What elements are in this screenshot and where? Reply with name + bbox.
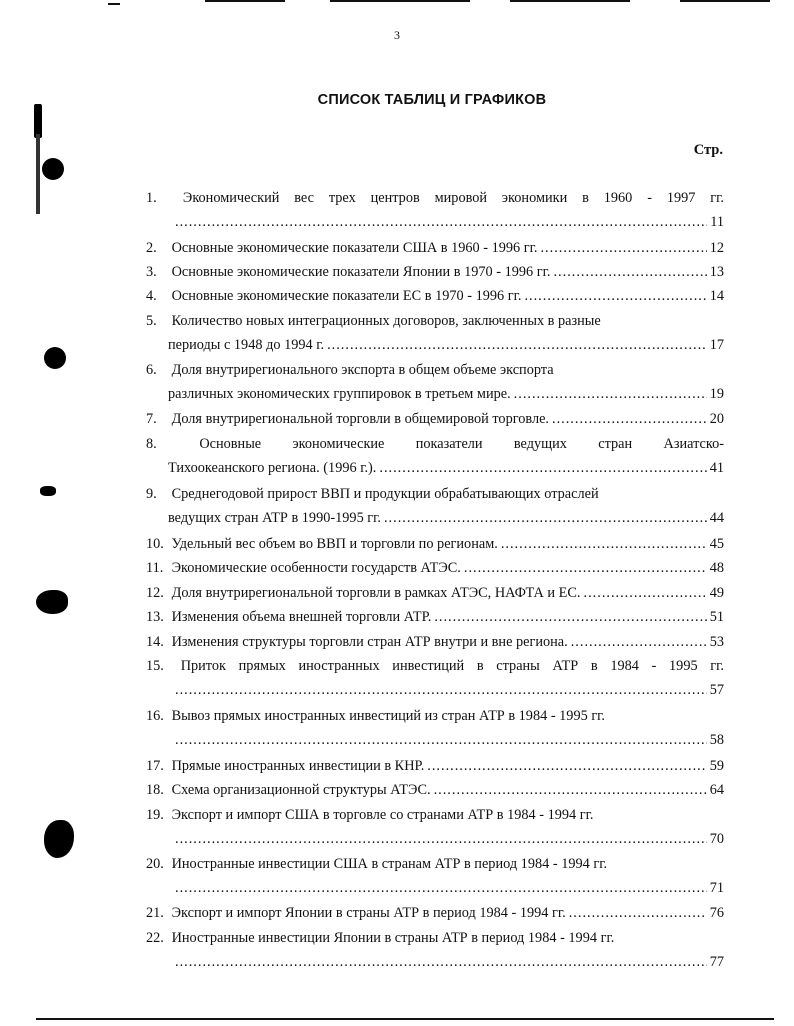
toc-entry-page: 64 [709,782,724,798]
toc-entry-title: Удельный вес объем во ВВП и торговли по регионам. [171,536,498,552]
toc-entry-number: 16. [146,708,164,724]
toc-entry-title: Иностранные инвестиции Японии в страны АТР в период 1984 - 1994 гг. [171,930,615,946]
toc-entry-6[interactable] [146,358,724,406]
toc-entry-title: Среднегодовой прирост ВВП и продукции обрабатывающих отраслей [171,486,599,502]
toc-entry-title: Экономические особенности государств АТЭС. [171,560,461,576]
scan-speck [44,820,74,858]
toc-entry-15[interactable] [146,654,724,702]
toc-entry-20[interactable] [146,852,724,900]
toc-entry-18[interactable] [146,778,724,802]
toc-entry-page: 58 [709,732,724,748]
toc-entry-page: 20 [709,411,724,427]
toc-entry-title: Вывоз прямых иностранных инвестиций из стран АТР в 1984 - 1995 гг. [171,708,606,724]
toc-entry-page: 17 [709,337,724,353]
toc-entry-22[interactable] [146,926,724,974]
toc-entry-10[interactable] [146,532,724,556]
toc-entry-number: 15. [146,658,164,674]
toc-entry-number: 8. [146,436,157,452]
toc-entry-title-cont: ведущих стран АТР в 1990-1995 гг. [168,510,381,526]
toc-entry-page: 59 [709,758,724,774]
toc-entry-page: 13 [709,264,724,280]
toc-entry-number: 1. [146,190,157,206]
toc-entry-number: 14. [146,634,164,650]
toc-entry-9[interactable] [146,482,724,530]
toc-entry-title: Схема организационной структуры АТЭС. [171,782,431,798]
toc-entry-11[interactable] [146,556,724,580]
toc-entry-1[interactable] [146,186,724,234]
toc-entry-14[interactable] [146,630,724,654]
toc-entry-12[interactable] [146,581,724,605]
toc-entry-number: 7. [146,411,157,427]
toc-entry-title: Изменения объема внешней торговли АТР. [171,609,432,625]
scan-top-line [108,3,120,5]
toc-entry-title: Количество новых интеграционных договоров, заключенных в разные [171,313,601,329]
toc-entry-number: 13. [146,609,164,625]
toc-entry-title: Доля внутрирегиональной торговли в общемировой торговле. [171,411,549,427]
toc-entry-title: Экономический вес трех центров мировой экономики в 1960 - 1997 гг. [182,190,724,206]
toc-entry-page: 11 [710,214,724,230]
toc-entry-line [146,186,724,210]
toc-entry-title: Основные экономические показатели ведущих стран Азиатско- [199,436,724,452]
toc-entry-title-cont: Тихоокеанского региона. (1996 г.). [168,460,377,476]
toc-entry-19[interactable] [146,803,724,851]
toc-entry-title-cont: периоды с 1948 до 1994 г. [168,337,325,353]
toc-entry-number: 5. [146,313,157,329]
toc-entry-title: Экспорт и импорт Японии в страны АТР в период 1984 - 1994 гг. [171,905,566,921]
toc-entry-page: 51 [709,609,724,625]
toc-entry-13[interactable] [146,605,724,629]
scan-top-line [205,0,285,2]
toc-entry-17[interactable] [146,754,724,778]
toc-entry-number: 3. [146,264,157,280]
toc-entry-page: 19 [709,386,724,402]
toc-entry-page: 49 [709,585,724,601]
toc-entry-page: 14 [709,288,724,304]
toc-entry-8[interactable] [146,432,724,480]
page-column-label: Стр. [693,142,723,158]
toc-entry-title: Основные экономические показатели Японии в 1970 - 1996 гг. [171,264,551,280]
toc-entry-title: Основные экономические показатели США в 1960 - 1996 гг. [171,240,538,256]
toc-entry-number: 2. [146,240,157,256]
scan-speck [36,590,68,614]
toc-entry-16[interactable] [146,704,724,752]
toc-entry-number: 9. [146,486,157,502]
toc-entry-number: 6. [146,362,157,378]
toc-entry-title: Приток прямых иностранных инвестиций в страны АТР в 1984 - 1995 гг. [180,658,724,674]
toc-entry-page: 77 [709,954,724,970]
toc-entry-number: 17. [146,758,164,774]
toc-entry-title: Доля внутрирегиональной торговли в рамках АТЭС, НАФТА и ЕС. [171,585,581,601]
toc-entry-number: 12. [146,585,164,601]
toc-entry-5[interactable] [146,309,724,357]
toc-entry-number: 10. [146,536,164,552]
toc-entry-page: 70 [709,831,724,847]
toc-entry-7[interactable] [146,407,724,431]
scan-binding-mark [34,104,42,138]
toc-entry-page: 53 [709,634,724,650]
scan-speck [40,486,56,496]
toc-entry-title: Изменения структуры торговли стран АТР внутри и вне региона. [171,634,568,650]
toc-entry-title: Основные экономические показатели ЕС в 1970 - 1996 гг. [171,288,522,304]
toc-entry-4[interactable] [146,284,724,308]
toc-entry-3[interactable] [146,260,724,284]
toc-entry-page: 45 [709,536,724,552]
toc-entry-title: Прямые иностранных инвестиции в КНР. [171,758,425,774]
toc-entry-title: Доля внутрирегионального экспорта в общем объеме экспорта [171,362,554,378]
scan-top-line [330,0,470,2]
toc-entry-number: 20. [146,856,164,872]
toc-entry-number: 18. [146,782,164,798]
toc-entry-title-cont: различных экономических группировок в третьем мире. [168,386,511,402]
punch-hole-mark [44,347,66,369]
toc-entry-page: 71 [709,880,724,896]
toc-entry-number: 11. [146,560,164,576]
toc-entry-page: 44 [709,510,724,526]
toc-entry-page: 41 [709,460,724,476]
toc-entry-number: 22. [146,930,164,946]
scan-bottom-line [36,1018,774,1020]
page-number: 3 [394,28,400,42]
page-title: СПИСОК ТАБЛИЦ И ГРАФИКОВ [317,92,547,108]
toc-entry-number: 4. [146,288,157,304]
toc-entry-page: 48 [709,560,724,576]
toc-entry-page: 12 [709,240,724,256]
punch-hole-mark [42,158,64,180]
toc-entry-number: 21. [146,905,164,921]
scan-top-line [680,0,770,2]
toc-entry-page: 57 [709,682,724,698]
toc-entry-number: 19. [146,807,164,823]
toc-entry-title: Экспорт и импорт США в торговле со странами АТР в 1984 - 1994 гг. [171,807,594,823]
toc-entry-title: Иностранные инвестиции США в странам АТР в период 1984 - 1994 гг. [171,856,608,872]
scan-binding-mark [36,134,40,214]
toc-entry-leader [146,210,724,234]
toc-entry-2[interactable] [146,236,724,260]
toc-entry-page: 76 [709,905,724,921]
scan-top-line [510,0,630,2]
toc-entry-21[interactable] [146,901,724,925]
